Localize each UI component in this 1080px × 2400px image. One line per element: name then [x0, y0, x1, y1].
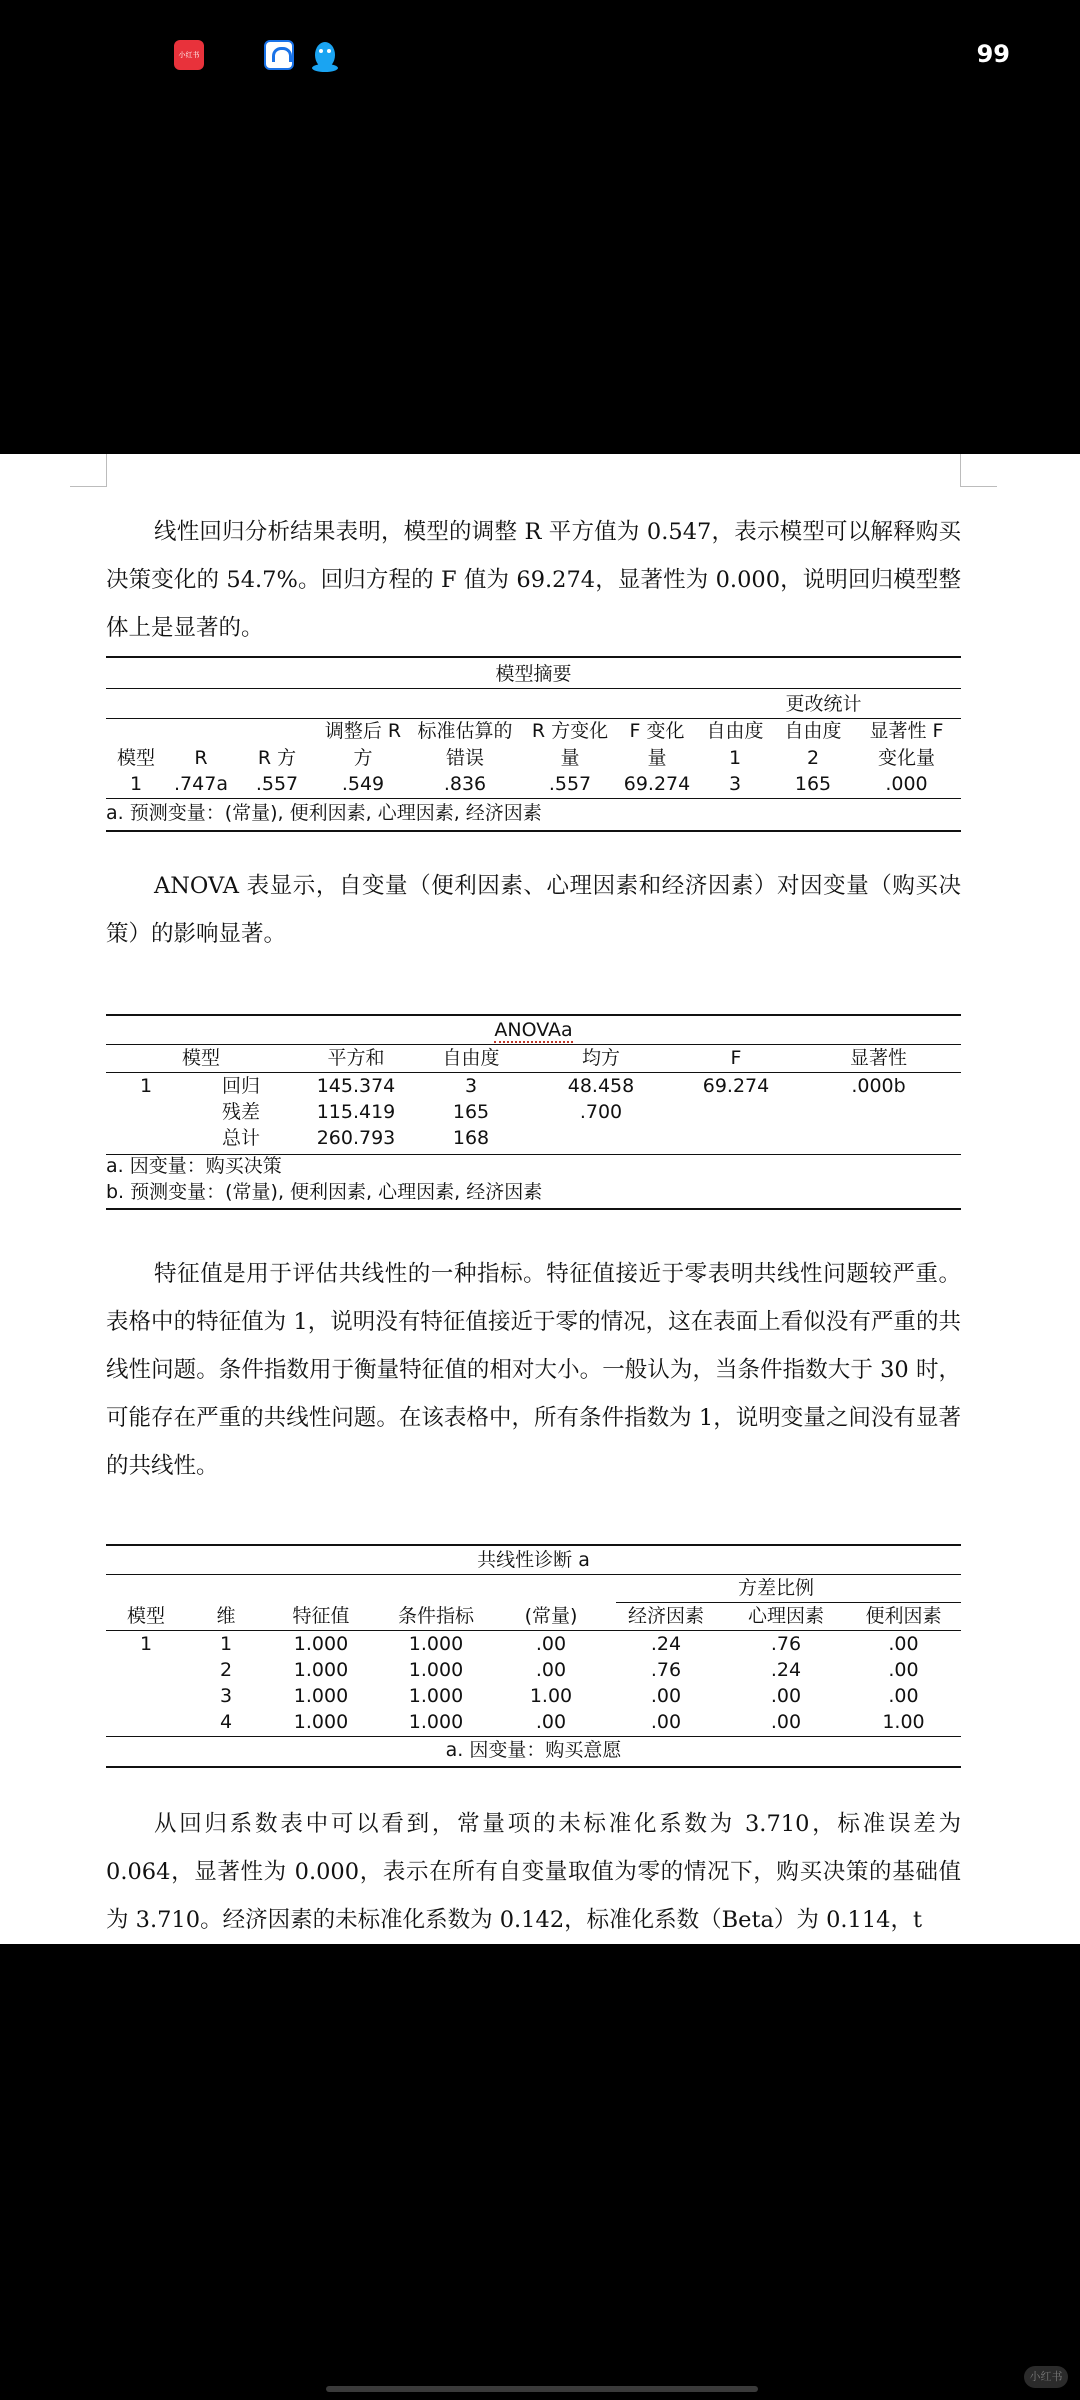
table-cell: 1.000 [293, 1659, 349, 1681]
table-cell: .836 [443, 773, 487, 795]
table-cell: 1.000 [293, 1633, 349, 1655]
table-title: 模型摘要 [495, 663, 572, 685]
column-header: 维 [216, 1605, 236, 1627]
column-header: 量 [647, 747, 667, 769]
document-page[interactable] [0, 454, 1080, 1944]
table-cell: .557 [548, 773, 592, 795]
home-indicator[interactable] [326, 2386, 758, 2392]
column-header: 方 [353, 747, 373, 769]
table-cell: .76 [650, 1659, 682, 1681]
column-header: 显著性 [849, 1047, 907, 1069]
table-title: 共线性诊断 a [477, 1549, 590, 1571]
table-cell: 3 [464, 1075, 478, 1097]
group-header: 更改统计 [785, 693, 862, 715]
table-footnote: a. 因变量：购买意愿 [445, 1739, 622, 1761]
table-cell: 1 [129, 773, 143, 795]
column-header: 便利因素 [865, 1605, 942, 1627]
table-cell: 1.000 [408, 1711, 464, 1733]
table-cell: 回归 [221, 1075, 260, 1097]
table-cell: .00 [535, 1659, 567, 1681]
table-cell: 260.793 [316, 1127, 396, 1149]
column-header: 模型 [116, 747, 155, 769]
table-cell: 165 [794, 773, 832, 795]
anova-table [106, 1014, 961, 1203]
status-bar [0, 0, 1080, 120]
column-header: (常量) [524, 1605, 578, 1627]
column-header: 标准估算的 [417, 720, 513, 742]
table-cell: 1.000 [408, 1633, 464, 1655]
table-cell: .00 [770, 1711, 802, 1733]
cloud-app-icon [264, 40, 294, 70]
page-margin-corner-right [960, 454, 997, 487]
table-cell: 1 [219, 1633, 233, 1655]
table-cell: 145.374 [316, 1075, 396, 1097]
paragraph-regression-summary: 线性回归分析结果表明，模型的调整 R 平方值为 0.547，表示模型可以解释购买决策变化的 54.7%。回归方程的 F 值为 69.274，显著性为 0.000，说明回归模型整体上是显著的。 [106, 519, 961, 641]
battery-level: 99 [976, 40, 1010, 68]
column-header: F 变化 [629, 720, 685, 742]
table-cell: .00 [888, 1659, 919, 1681]
column-header: 均方 [581, 1047, 620, 1069]
column-header: R 方变化 [531, 720, 609, 742]
table-cell: .747a [174, 773, 228, 795]
table-cell: .00 [535, 1711, 567, 1733]
table-cell: 1.00 [529, 1685, 573, 1707]
xiaohongshu-app-icon: 小红书 [174, 40, 204, 70]
table-cell: 165 [452, 1101, 490, 1123]
table-footnote: a. 因变量：购买决策 [106, 1155, 282, 1177]
table-cell: 1 [139, 1075, 153, 1097]
table-cell: .000 [885, 773, 928, 795]
column-header: 显著性 F [869, 720, 944, 742]
column-header: 心理因素 [747, 1605, 824, 1627]
table-cell: 1 [139, 1633, 153, 1655]
column-header: 条件指标 [397, 1605, 474, 1627]
paragraph-collinearity: 特征值是用于评估共线性的一种指标。特征值接近于零表明共线性问题较严重。表格中的特征值为 1，说明没有特征值接近于零的情况，这在表面上看似没有严重的共线性问题。条件指数用于衡量特征值的相对大小。一般认为，当条件指数大于 30 时，可能存在严重的共线性问题。在该表格中，所有条件指数为 1，说明变量之间没有显著的共线性。 [106, 1261, 961, 1479]
table-cell: 1.000 [293, 1711, 349, 1733]
column-header: R 方 [257, 747, 297, 769]
table-cell: .00 [888, 1633, 919, 1655]
table-cell: 2 [219, 1659, 233, 1681]
table-cell: 1.000 [408, 1685, 464, 1707]
table-cell: .557 [255, 773, 299, 795]
table-cell: .00 [888, 1685, 919, 1707]
column-header: 平方和 [327, 1047, 385, 1069]
column-header: 错误 [445, 747, 484, 769]
column-header: 量 [560, 747, 580, 769]
column-header: 2 [806, 747, 820, 769]
table-cell: .00 [770, 1685, 802, 1707]
table-cell: 残差 [221, 1101, 260, 1123]
table-cell: 115.419 [316, 1101, 396, 1123]
column-header: 1 [728, 747, 742, 769]
table-footnote: b. 预测变量：(常量), 便利因素, 心理因素, 经济因素 [106, 1181, 543, 1203]
column-header: 模型 [126, 1605, 165, 1627]
table-cell: 总计 [221, 1127, 260, 1149]
collinearity-table [106, 1544, 961, 1761]
column-header: 变化量 [877, 747, 935, 769]
paragraph-coefficients: 从回归系数表中可以看到，常量项的未标准化系数为 3.710，标准误差为 0.064，显著性为 0.000，表示在所有自变量取值为零的情况下，购买决策的基础值为 3.710。经济因素的未标准化系数为 0.142，标准化系数（Beta）为 0.114，t [106, 1811, 961, 1933]
table-cell: .549 [341, 773, 385, 795]
table-cell: 3 [728, 773, 742, 795]
qq-penguin-icon [310, 40, 340, 74]
table-cell: .00 [650, 1685, 682, 1707]
column-header: 自由度 [442, 1047, 500, 1069]
table-cell: 48.458 [567, 1075, 635, 1097]
table-cell: 168 [452, 1127, 490, 1149]
table-cell: .24 [770, 1659, 802, 1681]
page-margin-corner-left [70, 454, 107, 487]
table-cell: 69.274 [702, 1075, 770, 1097]
table-cell: 3 [219, 1685, 233, 1707]
table-title: ANOVAa [494, 1019, 573, 1041]
column-header: R [194, 747, 208, 769]
bottom-black-area [0, 1944, 1080, 2400]
column-header: F [730, 1047, 742, 1069]
table-cell: .24 [650, 1633, 682, 1655]
group-header: 方差比例 [737, 1577, 814, 1599]
column-header: 模型 [181, 1047, 220, 1069]
table-cell: 1.000 [408, 1659, 464, 1681]
watermark-badge: 小红书 [1024, 2366, 1068, 2388]
table-cell: .00 [650, 1711, 682, 1733]
column-header: 自由度 [784, 720, 842, 742]
table-cell: .76 [770, 1633, 802, 1655]
table-cell: 1.000 [293, 1685, 349, 1707]
table-cell: 4 [219, 1711, 233, 1733]
table-cell: .00 [535, 1633, 567, 1655]
column-header: 特征值 [292, 1605, 350, 1627]
paragraph-anova: ANOVA 表显示，自变量（便利因素、心理因素和经济因素）对因变量（购买决策）的影响显著。 [106, 873, 961, 947]
table-footnote: a. 预测变量：(常量), 便利因素, 心理因素, 经济因素 [106, 802, 542, 824]
table-cell: 1.00 [882, 1711, 925, 1733]
table-cell: .000b [851, 1075, 906, 1097]
column-header: 自由度 [706, 720, 764, 742]
column-header: 经济因素 [627, 1605, 704, 1627]
table-cell: .700 [579, 1101, 623, 1123]
model-summary-table [106, 656, 961, 824]
column-header: 调整后 R [324, 720, 402, 742]
table-cell: 69.274 [623, 773, 691, 795]
